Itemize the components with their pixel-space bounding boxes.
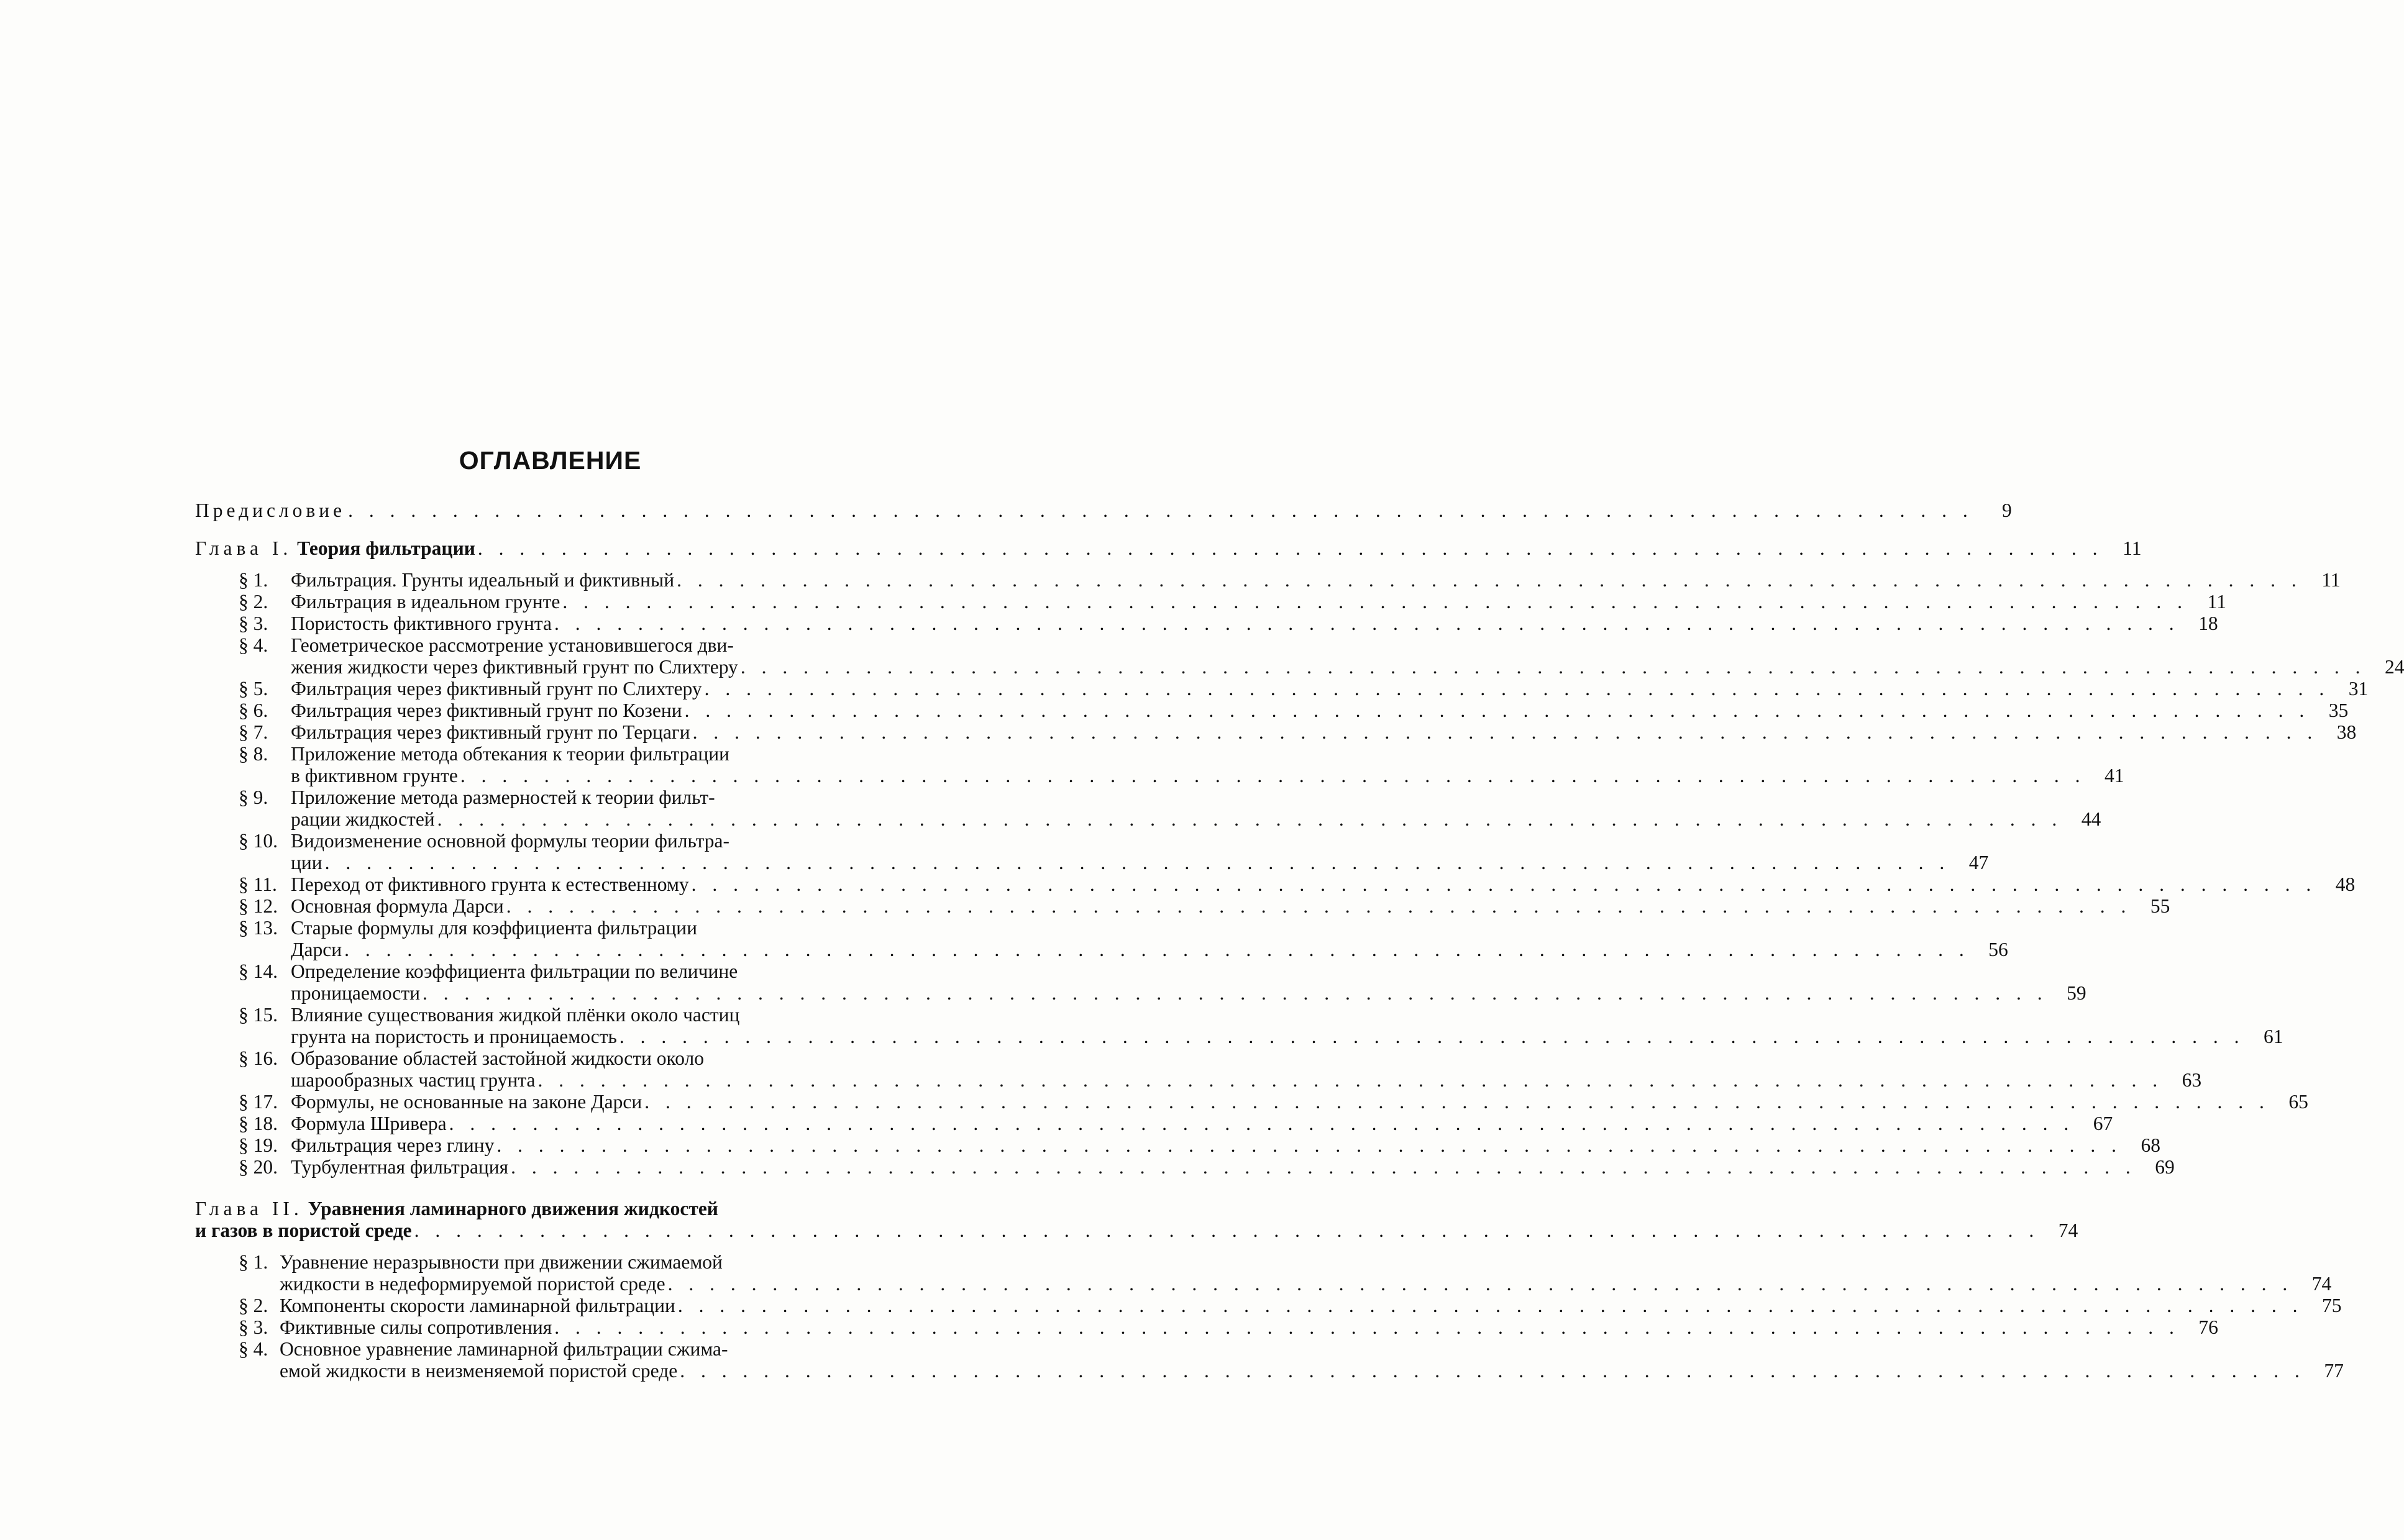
preface-label: Предисловие — [195, 499, 346, 521]
dot-leader — [617, 1026, 2245, 1047]
section-number: § 5. — [239, 678, 268, 699]
toc-section-entry — [195, 678, 2369, 699]
section-title-line: Основная формула Дарси — [291, 895, 504, 917]
toc-section-entry — [195, 1091, 2308, 1113]
toc-section-entry — [195, 917, 2008, 960]
section-number: § 1. — [239, 569, 268, 591]
toc-section-entry — [195, 1338, 2344, 1382]
toc-section-entry — [195, 634, 2404, 678]
page-number: 76 — [2198, 1316, 2218, 1338]
dot-leader — [508, 1156, 2136, 1178]
section-title-line: Влияние существования жидкой плёнки около частиц — [291, 1004, 740, 1026]
section-title-line: проницаемости — [291, 982, 420, 1004]
section-number: § 3. — [239, 1316, 268, 1338]
dot-leader — [475, 537, 2103, 559]
section-title-line: Видоизменение основной формулы теории фильтра- — [291, 830, 730, 852]
section-title-line: Приложение метода размерностей к теории фильт- — [291, 786, 715, 808]
page-number: 38 — [2336, 721, 2357, 743]
section-title-line: жидкости в недеформируемой пористой среде — [280, 1273, 665, 1295]
dot-leader — [682, 699, 2310, 721]
dot-leader — [675, 1295, 2303, 1316]
section-number: § 8. — [239, 743, 268, 765]
page-number: 47 — [1968, 852, 1989, 873]
chapter-label: Глава I. — [195, 537, 293, 559]
chapter-1-sections — [195, 569, 2404, 1178]
section-number: § 11. — [239, 873, 277, 895]
page-number: 9 — [2002, 499, 2012, 521]
page-number: 59 — [2067, 982, 2086, 1004]
section-title-line: рации жидкостей — [291, 808, 435, 830]
dot-leader — [674, 569, 2302, 591]
section-number: § 12. — [239, 895, 278, 917]
section-title-line: Уравнение неразрывности при движении сжимаемой — [280, 1251, 723, 1273]
toc-entry-chapter-2 — [195, 1198, 2078, 1241]
section-title-line: Переход от фиктивного грунта к естественному — [291, 873, 689, 895]
toc-section-entry — [195, 699, 2349, 721]
section-title-line: в фиктивном грунте — [291, 765, 458, 786]
section-number: § 2. — [239, 1295, 268, 1316]
section-title-line: Турбулентная фильтрация — [291, 1156, 509, 1178]
page-number: 55 — [2150, 895, 2170, 917]
page-number: 11 — [2123, 537, 2142, 559]
toc-section-entry — [195, 613, 2218, 634]
dot-leader — [345, 499, 1973, 521]
section-title-line: Фильтрация через фиктивный грунт по Слихтеру — [291, 678, 702, 699]
chapter-title: Теория фильтрации — [297, 537, 475, 559]
section-title-line: Пористость фиктивного грунта — [291, 613, 552, 634]
page-number: 24 — [2384, 656, 2404, 678]
page-number: 63 — [2182, 1069, 2202, 1091]
section-title-line: Определение коэффициента фильтрации по величине — [291, 960, 738, 982]
section-title-line: Фильтрация. Грунты идеальный и фиктивный — [291, 569, 675, 591]
section-title-line: Дарси — [291, 939, 342, 960]
page-number: 65 — [2288, 1091, 2308, 1113]
page-number: 74 — [2311, 1273, 2332, 1295]
section-number: § 6. — [239, 699, 268, 721]
toc-section-entry — [195, 1047, 2202, 1091]
chapter-2-sections — [195, 1251, 2344, 1382]
section-title-line: Фильтрация в идеальном грунте — [291, 591, 560, 613]
section-number: § 4. — [239, 1338, 268, 1360]
page-number: 77 — [2324, 1360, 2344, 1382]
toc-section-entry — [195, 743, 2124, 786]
section-number: § 20. — [239, 1156, 278, 1178]
section-title-line: Формула Шривера — [291, 1113, 447, 1134]
page-number: 67 — [2093, 1113, 2113, 1134]
page-number: 35 — [2328, 699, 2349, 721]
table-of-contents — [195, 499, 2404, 1382]
chapter-label: Глава II. — [195, 1198, 303, 1219]
toc-section-entry — [195, 1134, 2160, 1156]
section-number: § 15. — [239, 1004, 278, 1026]
section-number: § 16. — [239, 1047, 278, 1069]
dot-leader — [342, 939, 1970, 960]
section-number: § 10. — [239, 830, 278, 852]
dot-leader — [504, 895, 2132, 917]
section-number: § 7. — [239, 721, 268, 743]
section-title-line: Компоненты скорости ламинарной фильтрации — [280, 1295, 675, 1316]
page-number: 31 — [2348, 678, 2369, 699]
dot-leader — [552, 613, 2180, 634]
toc-section-entry — [195, 591, 2226, 613]
section-number: § 1. — [239, 1251, 268, 1273]
toc-section-entry — [195, 569, 2341, 591]
toc-entry-preface — [195, 499, 2012, 521]
dot-leader — [412, 1219, 2040, 1241]
page-number: 74 — [2058, 1219, 2078, 1241]
section-title-line: Фильтрация через фиктивный грунт по Терцаги — [291, 721, 690, 743]
section-title-line: шарообразных частиц грунта — [291, 1069, 536, 1091]
section-title-line: Основное уравнение ламинарной фильтрации сжима- — [280, 1338, 728, 1360]
section-title-line: грунта на пористость и проницаемость — [291, 1026, 617, 1047]
toc-section-entry — [195, 721, 2357, 743]
page-number: 18 — [2198, 613, 2218, 634]
toc-section-entry — [195, 960, 2086, 1004]
section-title-line: ции — [291, 852, 322, 873]
toc-section-entry — [195, 1295, 2342, 1316]
chapter-title-line-2: и газов в пористой среде — [195, 1219, 412, 1241]
toc-entry-chapter-1 — [195, 537, 2142, 559]
dot-leader — [560, 591, 2188, 613]
dot-leader — [322, 852, 1950, 873]
section-title-line: Геометрическое рассмотрение установившегося дви- — [291, 634, 734, 656]
section-number: § 9. — [239, 786, 268, 808]
dot-leader — [677, 1360, 2305, 1382]
page-number: 68 — [2141, 1134, 2160, 1156]
toc-section-entry — [195, 1251, 2332, 1295]
section-number: § 18. — [239, 1113, 278, 1134]
toc-section-entry — [195, 1316, 2218, 1338]
section-title-line: Старые формулы для коэффициента фильтрации — [291, 917, 697, 939]
page-number: 61 — [2263, 1026, 2283, 1047]
section-number: § 4. — [239, 634, 268, 656]
toc-section-entry — [195, 895, 2170, 917]
page-number: 44 — [2081, 808, 2101, 830]
section-title-line: емой жидкости в неизменяемой пористой среде — [280, 1360, 678, 1382]
dot-leader — [536, 1069, 2164, 1091]
page-number: 11 — [2321, 569, 2341, 591]
section-number: § 2. — [239, 591, 268, 613]
section-title-line: Приложение метода обтекания к теории фильтрации — [291, 743, 729, 765]
toc-section-entry — [195, 1004, 2283, 1047]
dot-leader — [689, 873, 2317, 895]
section-number: § 14. — [239, 960, 278, 982]
dot-leader — [738, 656, 2366, 678]
dot-leader — [552, 1316, 2180, 1338]
page-number: 11 — [2207, 591, 2226, 613]
toc-section-entry — [195, 786, 2101, 830]
toc-section-entry — [195, 1113, 2113, 1134]
dot-leader — [494, 1134, 2122, 1156]
page-number: 69 — [2155, 1156, 2175, 1178]
chapter-title-line-1: Уравнения ламинарного движения жидкостей — [308, 1198, 718, 1219]
dot-leader — [642, 1091, 2270, 1113]
page-number: 75 — [2322, 1295, 2342, 1316]
dot-leader — [435, 808, 2063, 830]
toc-section-entry — [195, 1156, 2175, 1178]
dot-leader — [447, 1113, 2075, 1134]
section-title-line: Формулы, не основанные на законе Дарси — [291, 1091, 642, 1113]
dot-leader — [702, 678, 2330, 699]
dot-leader — [665, 1273, 2293, 1295]
section-title-line: Фильтрация через фиктивный грунт по Козени — [291, 699, 682, 721]
section-title-line: Образование областей застойной жидкости около — [291, 1047, 705, 1069]
section-number: § 19. — [239, 1134, 278, 1156]
section-number: § 17. — [239, 1091, 278, 1113]
section-number: § 13. — [239, 917, 278, 939]
page-title: ОГЛАВЛЕНИЕ — [459, 446, 642, 475]
page-number: 56 — [1988, 939, 2008, 960]
section-number: § 3. — [239, 613, 268, 634]
dot-leader — [458, 765, 2086, 786]
section-title-line: жения жидкости через фиктивный грунт по Слихтеру — [291, 656, 738, 678]
page-number: 48 — [2335, 873, 2356, 895]
dot-leader — [420, 982, 2048, 1004]
toc-section-entry — [195, 873, 2356, 895]
section-title-line: Фильтрация через глину — [291, 1134, 495, 1156]
page-number: 41 — [2104, 765, 2124, 786]
dot-leader — [690, 721, 2318, 743]
toc-section-entry — [195, 830, 1989, 873]
section-title-line: Фиктивные силы сопротивления — [280, 1316, 552, 1338]
